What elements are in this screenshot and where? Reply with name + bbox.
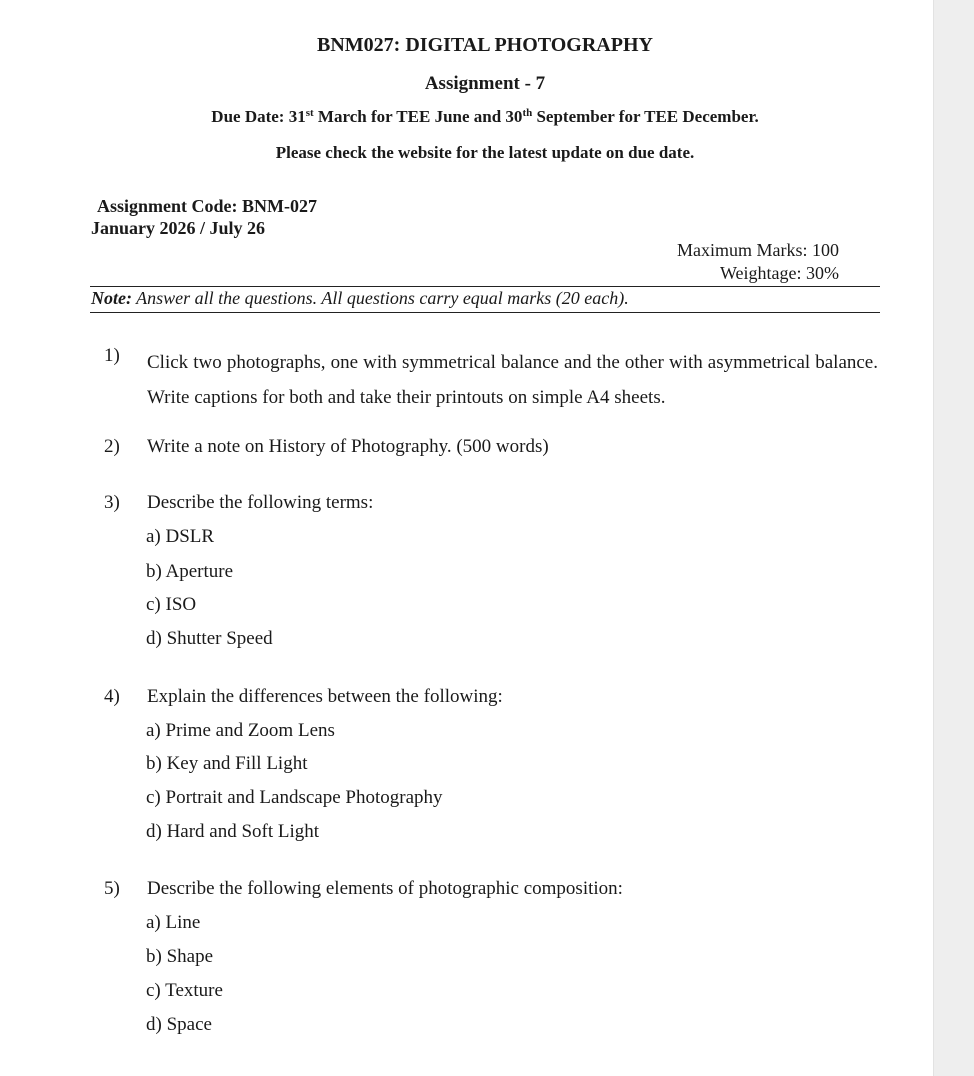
vertical-scrollbar[interactable] [933, 0, 974, 1076]
sub-item: c) ISO [146, 594, 197, 615]
sub-item: b) Aperture [146, 561, 234, 582]
question-text: Write a note on History of Photography. (500 words) [147, 436, 549, 457]
course-title: BNM027: DIGITAL PHOTOGRAPHY [317, 34, 653, 56]
sub-item: a) Line [146, 912, 201, 933]
due-date-prefix: Due Date: 31 [211, 107, 306, 126]
due-date-sup-th: th [522, 107, 533, 119]
sub-item: c) Texture [146, 980, 223, 1001]
note-line [91, 288, 629, 309]
sub-item: d) Space [146, 1014, 212, 1035]
session-label: January 2026 / July 26 [91, 218, 266, 238]
sub-item: c) Portrait and Landscape Photography [146, 787, 443, 808]
sub-item: d) Hard and Soft Light [146, 821, 320, 842]
question-text: Describe the following terms: [147, 492, 374, 513]
due-date-sup-st: st [305, 107, 314, 119]
question-number: 4) [104, 686, 120, 707]
note-text: Answer all the questions. All questions carry equal marks (20 each). [131, 288, 629, 308]
sub-item: b) Key and Fill Light [146, 753, 308, 774]
due-date-mid: March for TEE June and 30 [313, 107, 523, 126]
question-text: Click two photographs, one with symmetrical balance and the other with asymmetrical balance. Write captions for both and take their printouts on simple A4 sheets. [147, 352, 878, 408]
note-label: Note: [91, 288, 132, 308]
assignment-number: Assignment - 7 [424, 73, 546, 94]
note-top-rule [90, 286, 880, 287]
sub-item: d) Shutter Speed [146, 628, 273, 649]
sub-item: b) Shape [146, 946, 214, 967]
sub-item: a) Prime and Zoom Lens [146, 720, 335, 741]
due-date-line [0, 107, 970, 127]
assignment-code: Assignment Code: BNM-027 [97, 196, 317, 216]
sub-item: a) DSLR [146, 526, 215, 547]
question-number: 3) [104, 492, 120, 513]
due-date-suffix: September for TEE December. [532, 107, 759, 126]
question-number: 5) [104, 878, 120, 899]
question-number: 1) [104, 345, 120, 366]
website-check-notice: Please check the website for the latest update on due date. [275, 143, 695, 162]
question-number: 2) [104, 436, 120, 457]
question-text: Explain the differences between the following: [147, 686, 503, 707]
question-text: Describe the following elements of photographic composition: [147, 878, 623, 899]
maximum-marks: Maximum Marks: 100 [677, 240, 839, 260]
weightage: Weightage: 30% [719, 263, 839, 283]
note-bottom-rule [90, 312, 880, 313]
